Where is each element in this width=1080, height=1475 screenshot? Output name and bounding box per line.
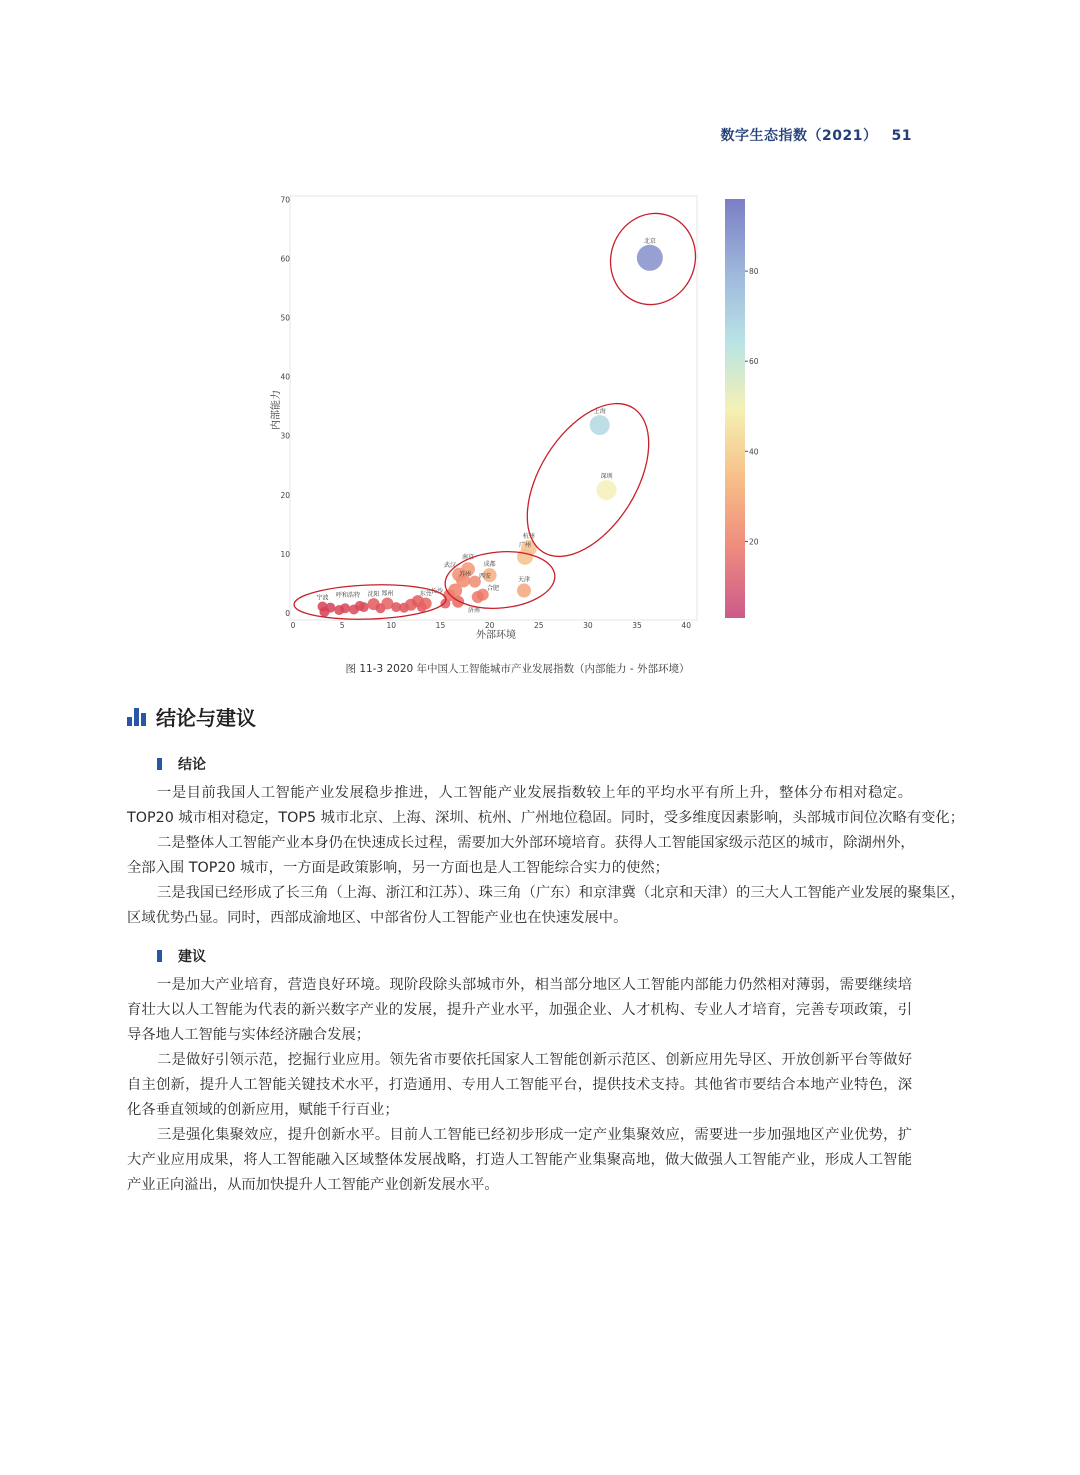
- paragraph-line: 一是目前我国人工智能产业发展稳步推进，人工智能产业发展指数较上年的平均水平有所上升，整体分布相对稳定。: [157, 785, 912, 801]
- point-label: 合肥: [486, 585, 500, 592]
- x-tick-label: 10: [386, 621, 397, 630]
- point-label: 武汉: [443, 562, 457, 569]
- data-point: [597, 480, 617, 500]
- subheading-text: 建议: [178, 949, 206, 965]
- paragraph-line: 化各垂直领域的创新应用，赋能千行百业；: [127, 1102, 399, 1118]
- point-label: 成都: [483, 561, 496, 569]
- colorbar-tick-label: 40: [749, 447, 759, 457]
- point-label: 南京: [461, 554, 475, 561]
- plot-area: [290, 196, 697, 620]
- section-title-text: 结论与建议: [156, 706, 256, 730]
- paragraph-line: 二是整体人工智能产业本身仍在快速成长过程，需要加大外部环境培育。获得人工智能国家级示范区的城市，除湖州外，: [157, 835, 915, 851]
- point-label: 天津: [517, 576, 531, 584]
- x-tick-label: 20: [484, 621, 495, 630]
- data-point: [420, 598, 432, 610]
- paragraph-line: 产业正向溢出，从而加快提升人工智能产业创新发展水平。: [127, 1177, 499, 1193]
- point-label: 西安: [478, 573, 492, 580]
- y-tick-label: 40: [280, 372, 290, 382]
- y-tick-label: 30: [280, 431, 290, 441]
- suggestion-paragraphs: [127, 973, 912, 1198]
- running-head: [721, 125, 912, 145]
- running-head-title: 数字生态指数（2021）: [720, 128, 878, 144]
- x-tick-label: 30: [583, 621, 593, 630]
- y-tick-label: 70: [280, 195, 290, 205]
- page-number: 51: [891, 128, 912, 144]
- paragraph-line: 区域优势凸显。同时，西部成渝地区、中部省份人工智能产业也在快速发展中。: [127, 910, 628, 926]
- point-label: 深圳: [600, 473, 613, 481]
- y-axis-label: 内部能力: [271, 390, 282, 430]
- paragraph-line: 全部入围 TOP20 城市，一方面是政策影响，另一方面也是人工智能综合实力的使然；: [127, 860, 669, 876]
- x-tick-label: 25: [533, 621, 544, 630]
- point-label: 苏州: [458, 571, 472, 578]
- point-label: 广州: [518, 541, 531, 549]
- marker-icon: [157, 950, 162, 962]
- data-point: [517, 584, 531, 598]
- x-tick-label: 5: [339, 621, 345, 630]
- section-title: [127, 702, 256, 731]
- subheading-conclusion: [157, 754, 206, 774]
- paragraph-line: 一是加大产业培育，营造良好环境。现阶段除头部城市外，相当部分地区人工智能内部能力仍然相对薄弱，需要继续培: [157, 977, 912, 993]
- subheading-suggestion: [157, 946, 206, 966]
- paragraph-line: 大产业应用成果，将人工智能融入区域整体发展战略，打造人工智能产业集聚高地，做大做强人工智能产业，形成人工智能: [127, 1152, 912, 1168]
- point-label: 郑州: [381, 590, 394, 598]
- subheading-text: 结论: [178, 757, 206, 773]
- colorbar-tick-label: 20: [749, 537, 759, 547]
- colorbar-tick-label: 60: [749, 357, 759, 367]
- data-point: [637, 245, 663, 271]
- paragraph-line: 二是做好引领示范，挖掘行业应用。领先省市要依托国家人工智能创新示范区、创新应用先导区、开放创新平台等做好: [157, 1052, 912, 1068]
- y-tick-label: 0: [285, 609, 290, 618]
- data-point: [590, 415, 610, 435]
- point-label: 东莞: [419, 590, 432, 598]
- data-point: [405, 599, 417, 611]
- point-label: 上海: [593, 408, 606, 416]
- marker-icon: [157, 758, 162, 770]
- y-tick-label: 50: [280, 313, 290, 323]
- colorbar-tick-label: 80: [749, 267, 759, 277]
- colorbar: [725, 199, 745, 618]
- x-tick-label: 40: [681, 621, 691, 630]
- conclusion-paragraphs: [127, 781, 965, 931]
- point-label: 北京: [643, 237, 656, 245]
- paragraph-line: 三是强化集聚效应，提升创新水平。目前人工智能已经初步形成一定产业集聚效应，需要进一步加强地区产业优势，扩: [157, 1127, 912, 1143]
- paragraph-line: 育壮大以人工智能为代表的新兴数字产业的发展，提升产业水平，加强企业、人才机构、专业人才培育，完善专项政策，引: [127, 1002, 912, 1018]
- x-tick-label: 35: [632, 621, 642, 630]
- data-point: [325, 603, 335, 613]
- data-point: [472, 591, 484, 603]
- data-point: [340, 603, 350, 613]
- y-tick-label: 10: [280, 549, 290, 559]
- point-label: 长沙: [430, 588, 443, 595]
- figure-caption: 图 11-3 2020 年中国人工智能城市产业发展指数（内部能力 - 外部环境）: [345, 663, 690, 675]
- paragraph-line: 自主创新，提升人工智能关键技术水平，打造通用、专用人工智能平台，提供技术支持。其他省市要结合本地产业特色，深: [127, 1077, 912, 1093]
- y-tick-label: 60: [280, 254, 290, 264]
- point-label: 济南: [467, 607, 481, 614]
- point-label: 杭州: [522, 532, 535, 540]
- point-label: 沈阳: [367, 591, 380, 599]
- point-label: 呼和浩特: [335, 592, 361, 599]
- x-axis-label: 外部环境: [476, 630, 516, 641]
- paragraph-line: TOP20 城市相对稳定，TOP5 城市北京、上海、深圳、杭州、广州地位稳固。同时，受多维度因素影响，头部城市间位次略有变化；: [127, 810, 965, 826]
- paragraph-line: 导各地人工智能与实体经济融合发展；: [127, 1027, 371, 1043]
- data-point: [359, 602, 369, 612]
- x-tick-label: 0: [290, 621, 296, 630]
- x-tick-label: 15: [435, 621, 446, 630]
- bubble-chart: [260, 185, 780, 655]
- point-label: 宁波: [316, 594, 329, 602]
- section-bars-icon: [127, 708, 146, 726]
- y-tick-label: 20: [280, 490, 290, 500]
- paragraph-line: 三是我国已经形成了长三角（上海、浙江和江苏）、珠三角（广东）和京津冀（北京和天津）的三大人工智能产业发展的聚集区，: [157, 885, 965, 901]
